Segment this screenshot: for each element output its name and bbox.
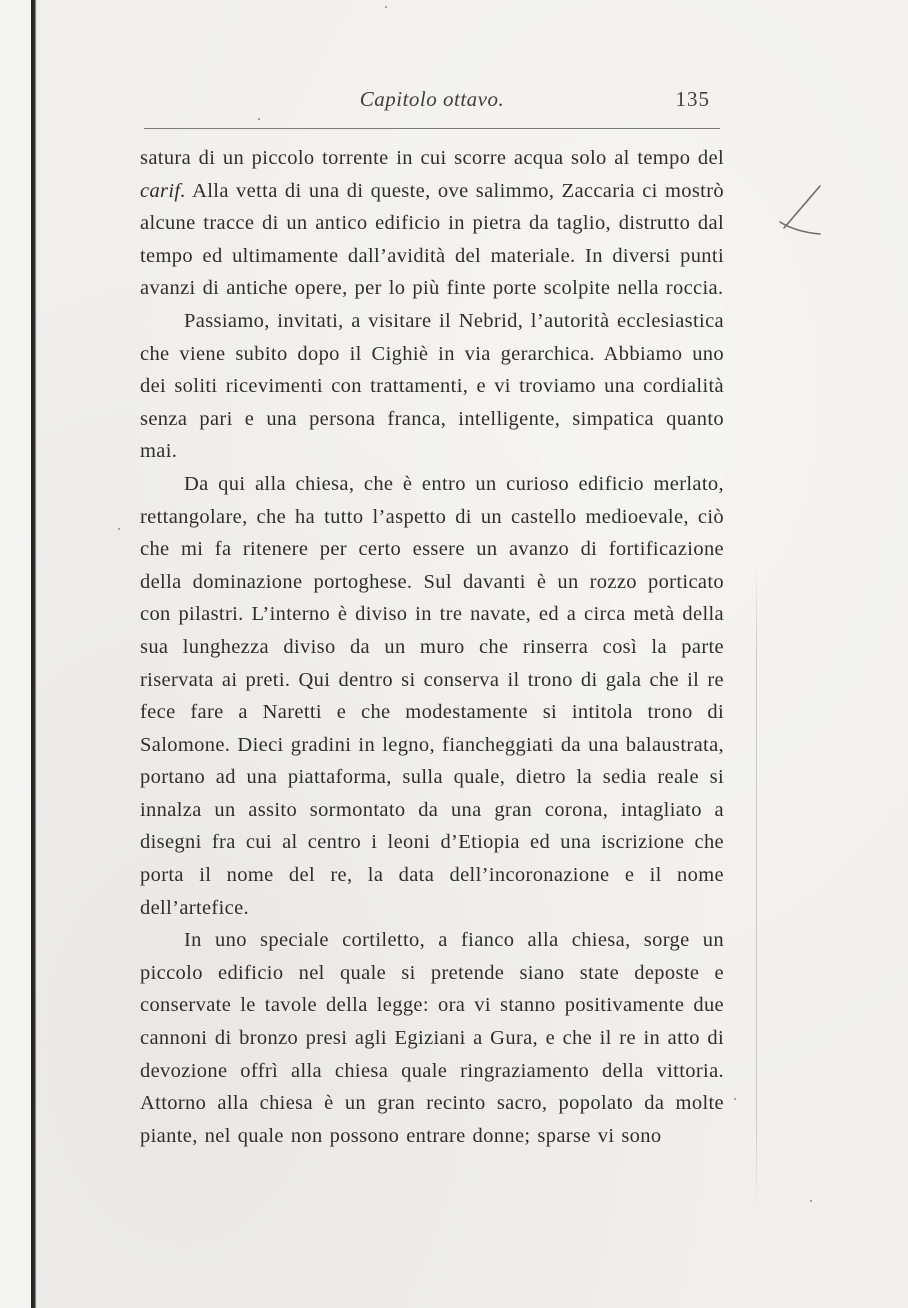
running-title: Capitolo ottavo.: [359, 87, 505, 111]
paragraph-1-rest: Alla vetta di una di queste, ove salimmo, Zaccaria ci mostrò alcune tracce di un antico edificio in pietra da taglio, distrutto dal tempo ed ultimamente dall’avidità del materiale. In diversi punti avanzi di antiche opere, per lo più finte porte scolpite nella roccia.: [140, 179, 724, 300]
paragraph-4: In uno speciale cortiletto, a fianco alla chiesa, sorge un piccolo edificio nel quale si pretende siano state deposte e conservate le tavole della legge: ora vi stanno positivamente due cannoni di bronzo presi agli Egiziani a Gura, e che il re in atto di devozione offrì alla chiesa quale ringraziamento della vittoria. Attorno alla chiesa è un gran recinto sacro, popolato da molte piante, nel quale non possono entrare donne; sparse vi sono: [140, 929, 724, 1147]
paper-speck: [734, 1098, 736, 1100]
paragraph-2: Passiamo, invitati, a visitare il Nebrid, l’autorità ecclesiastica che viene subito dopo il Cighiè in via gerarchica. Abbiamo uno dei soliti ricevimenti con trattamenti, e vi troviamo una cordialità senza pari e una persona franca, intelligente, simpatica quanto mai.: [140, 309, 724, 463]
paragraph-1-start: satura di un piccolo torrente in cui scorre acqua solo al tempo del: [140, 147, 724, 169]
body-text: [140, 142, 724, 1152]
pencil-margin-mark-icon: [776, 182, 826, 238]
paper-speck: [810, 1200, 812, 1202]
italic-term: carif.: [140, 179, 186, 202]
header-rule: [144, 128, 720, 129]
faint-margin-line: [756, 560, 757, 1210]
paper-speck: [385, 6, 387, 8]
page-header: [144, 84, 720, 116]
page-binding-edge: [0, 0, 38, 1308]
paragraph-3: Da qui alla chiesa, che è entro un curioso edificio merlato, rettangolare, che ha tutto l’aspetto di un castello medioevale, ciò che mi fa ritenere per certo essere un avanzo di fortificazione della dominazione portoghese. Sul davanti è un rozzo porticato con pilastri. L’interno è diviso in tre navate, ed a circa metà della sua lunghezza diviso da un muro che rinserra così la parte riservata ai preti. Qui dentro si conserva il trono di gala che il re fece fare a Naretti e che modestamente si intitola trono di Salomone. Dieci gradini in legno, fiancheggiati da una balaustrata, portano ad una piattaforma, sulla quale, dietro la sedia reale si innalza un assito sormontato da una gran corona, intagliato a disegni fra cui al centro i leoni d’Etiopia ed una iscrizione che porta il nome del re, la data dell’incoronazione e il nome dell’artefice.: [140, 472, 724, 919]
paragraph-1: [140, 142, 724, 305]
page-number: 135: [675, 87, 710, 111]
paper-speck: [118, 528, 120, 530]
paper-speck: [258, 118, 260, 120]
